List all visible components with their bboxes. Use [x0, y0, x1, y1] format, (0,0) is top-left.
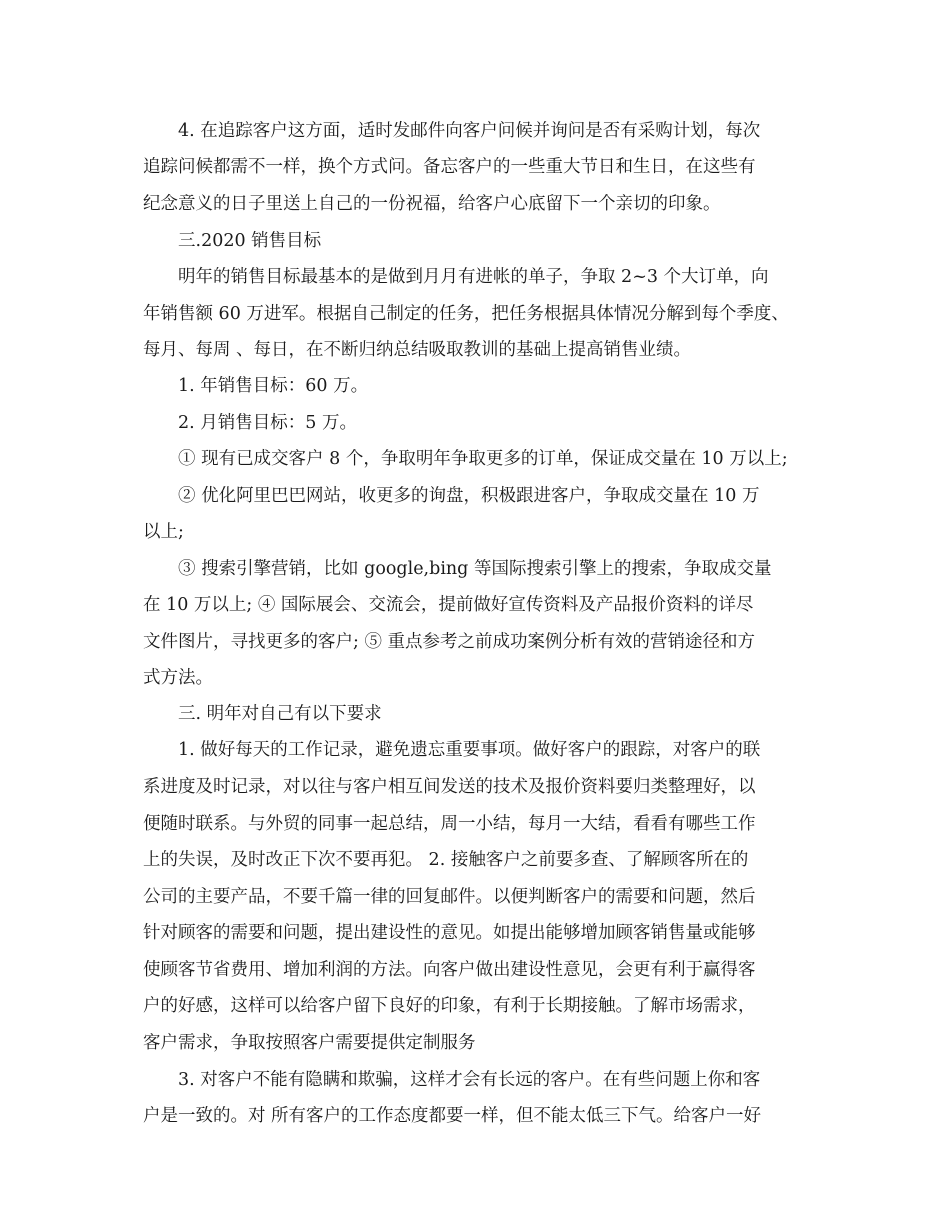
text-line: 使顾客节省费用、增加利润的方法。向客户做出建设性意见，会更有利于赢得客 — [143, 960, 756, 980]
list-item: ③ 搜索引擎营销，比如 google,bing 等国际搜索引擎上的搜索，争取成交量 — [178, 559, 772, 579]
list-item: 2. 月销售目标：5 万。 — [178, 413, 357, 433]
list-item: ① 现有已成交客户 8 个，争取明年争取更多的订单，保证成交量在 10 万以上; — [178, 449, 788, 469]
text-line: 系进度及时记录，对以往与客户相互间发送的技术及报价资料要归类整理好，以 — [143, 777, 756, 797]
list-item: 3. 对客户不能有隐瞒和欺骗，这样才会有长远的客户。在有些问题上你和客 — [178, 1070, 761, 1090]
section-heading: 三.2020 销售目标 — [178, 231, 322, 251]
text-line: 针对顾客的需要和问题，提出建设性的意见。如提出能够增加顾客销售量或能够 — [143, 923, 756, 943]
text-line: 4. 在追踪客户这方面，适时发邮件向客户问候并询问是否有采购计划，每次 — [178, 121, 761, 141]
text-line: 上的失误，及时改正下次不要再犯。 2. 接触客户之前要多查、了解顾客所在的 — [143, 850, 749, 870]
text-line: 追踪问候都需不一样，换个方式问。备忘客户的一些重大节日和生日，在这些有 — [143, 157, 756, 177]
text-line: 式方法。 — [143, 668, 213, 688]
text-line: 纪念意义的日子里送上自己的一份祝福，给客户心底留下一个亲切的印象。 — [143, 194, 721, 214]
text-line: 文件图片，寻找更多的客户; ⑤ 重点参考之前成功案例分析有效的营销途径和方 — [143, 632, 756, 652]
text-line: 每月、每周 、每日，在不断归纳总结吸取教训的基础上提高销售业绩。 — [143, 340, 692, 360]
text-line: 便随时联系。与外贸的同事一起总结，周一小结，每月一大结，看看有哪些工作 — [143, 814, 756, 834]
list-item: 1. 年销售目标：60 万。 — [178, 376, 369, 396]
section-heading: 三. 明年对自己有以下要求 — [178, 704, 382, 724]
list-item: ② 优化阿里巴巴网站，收更多的询盘，积极跟进客户，争取成交量在 10 万 — [178, 486, 760, 506]
text-line: 年销售额 60 万进军。根据自己制定的任务，把任务根据具体情况分解到每个季度、 — [143, 304, 789, 324]
text-line: 客户需求，争取按照客户需要提供定制服务 — [143, 1033, 476, 1053]
text-line: 户是一致的。对 所有客户的工作态度都要一样，但不能太低三下气。给客户一好 — [143, 1106, 762, 1126]
text-line: 公司的主要产品，不要千篇一律的回复邮件。以便判断客户的需要和问题，然后 — [143, 887, 756, 907]
text-line: 户的好感，这样可以给客户留下良好的印象，有利于长期接触。了解市场需求， — [143, 996, 756, 1016]
list-item: 1. 做好每天的工作记录，避免遗忘重要事项。做好客户的跟踪，对客户的联 — [178, 740, 761, 760]
text-line: 以上; — [143, 522, 184, 542]
text-line: 明年的销售目标最基本的是做到月月有进帐的单子，争取 2~3 个大订单，向 — [178, 267, 769, 287]
text-line: 在 10 万以上; ④ 国际展会、交流会，提前做好宣传资料及产品报价资料的详尽 — [143, 595, 754, 615]
